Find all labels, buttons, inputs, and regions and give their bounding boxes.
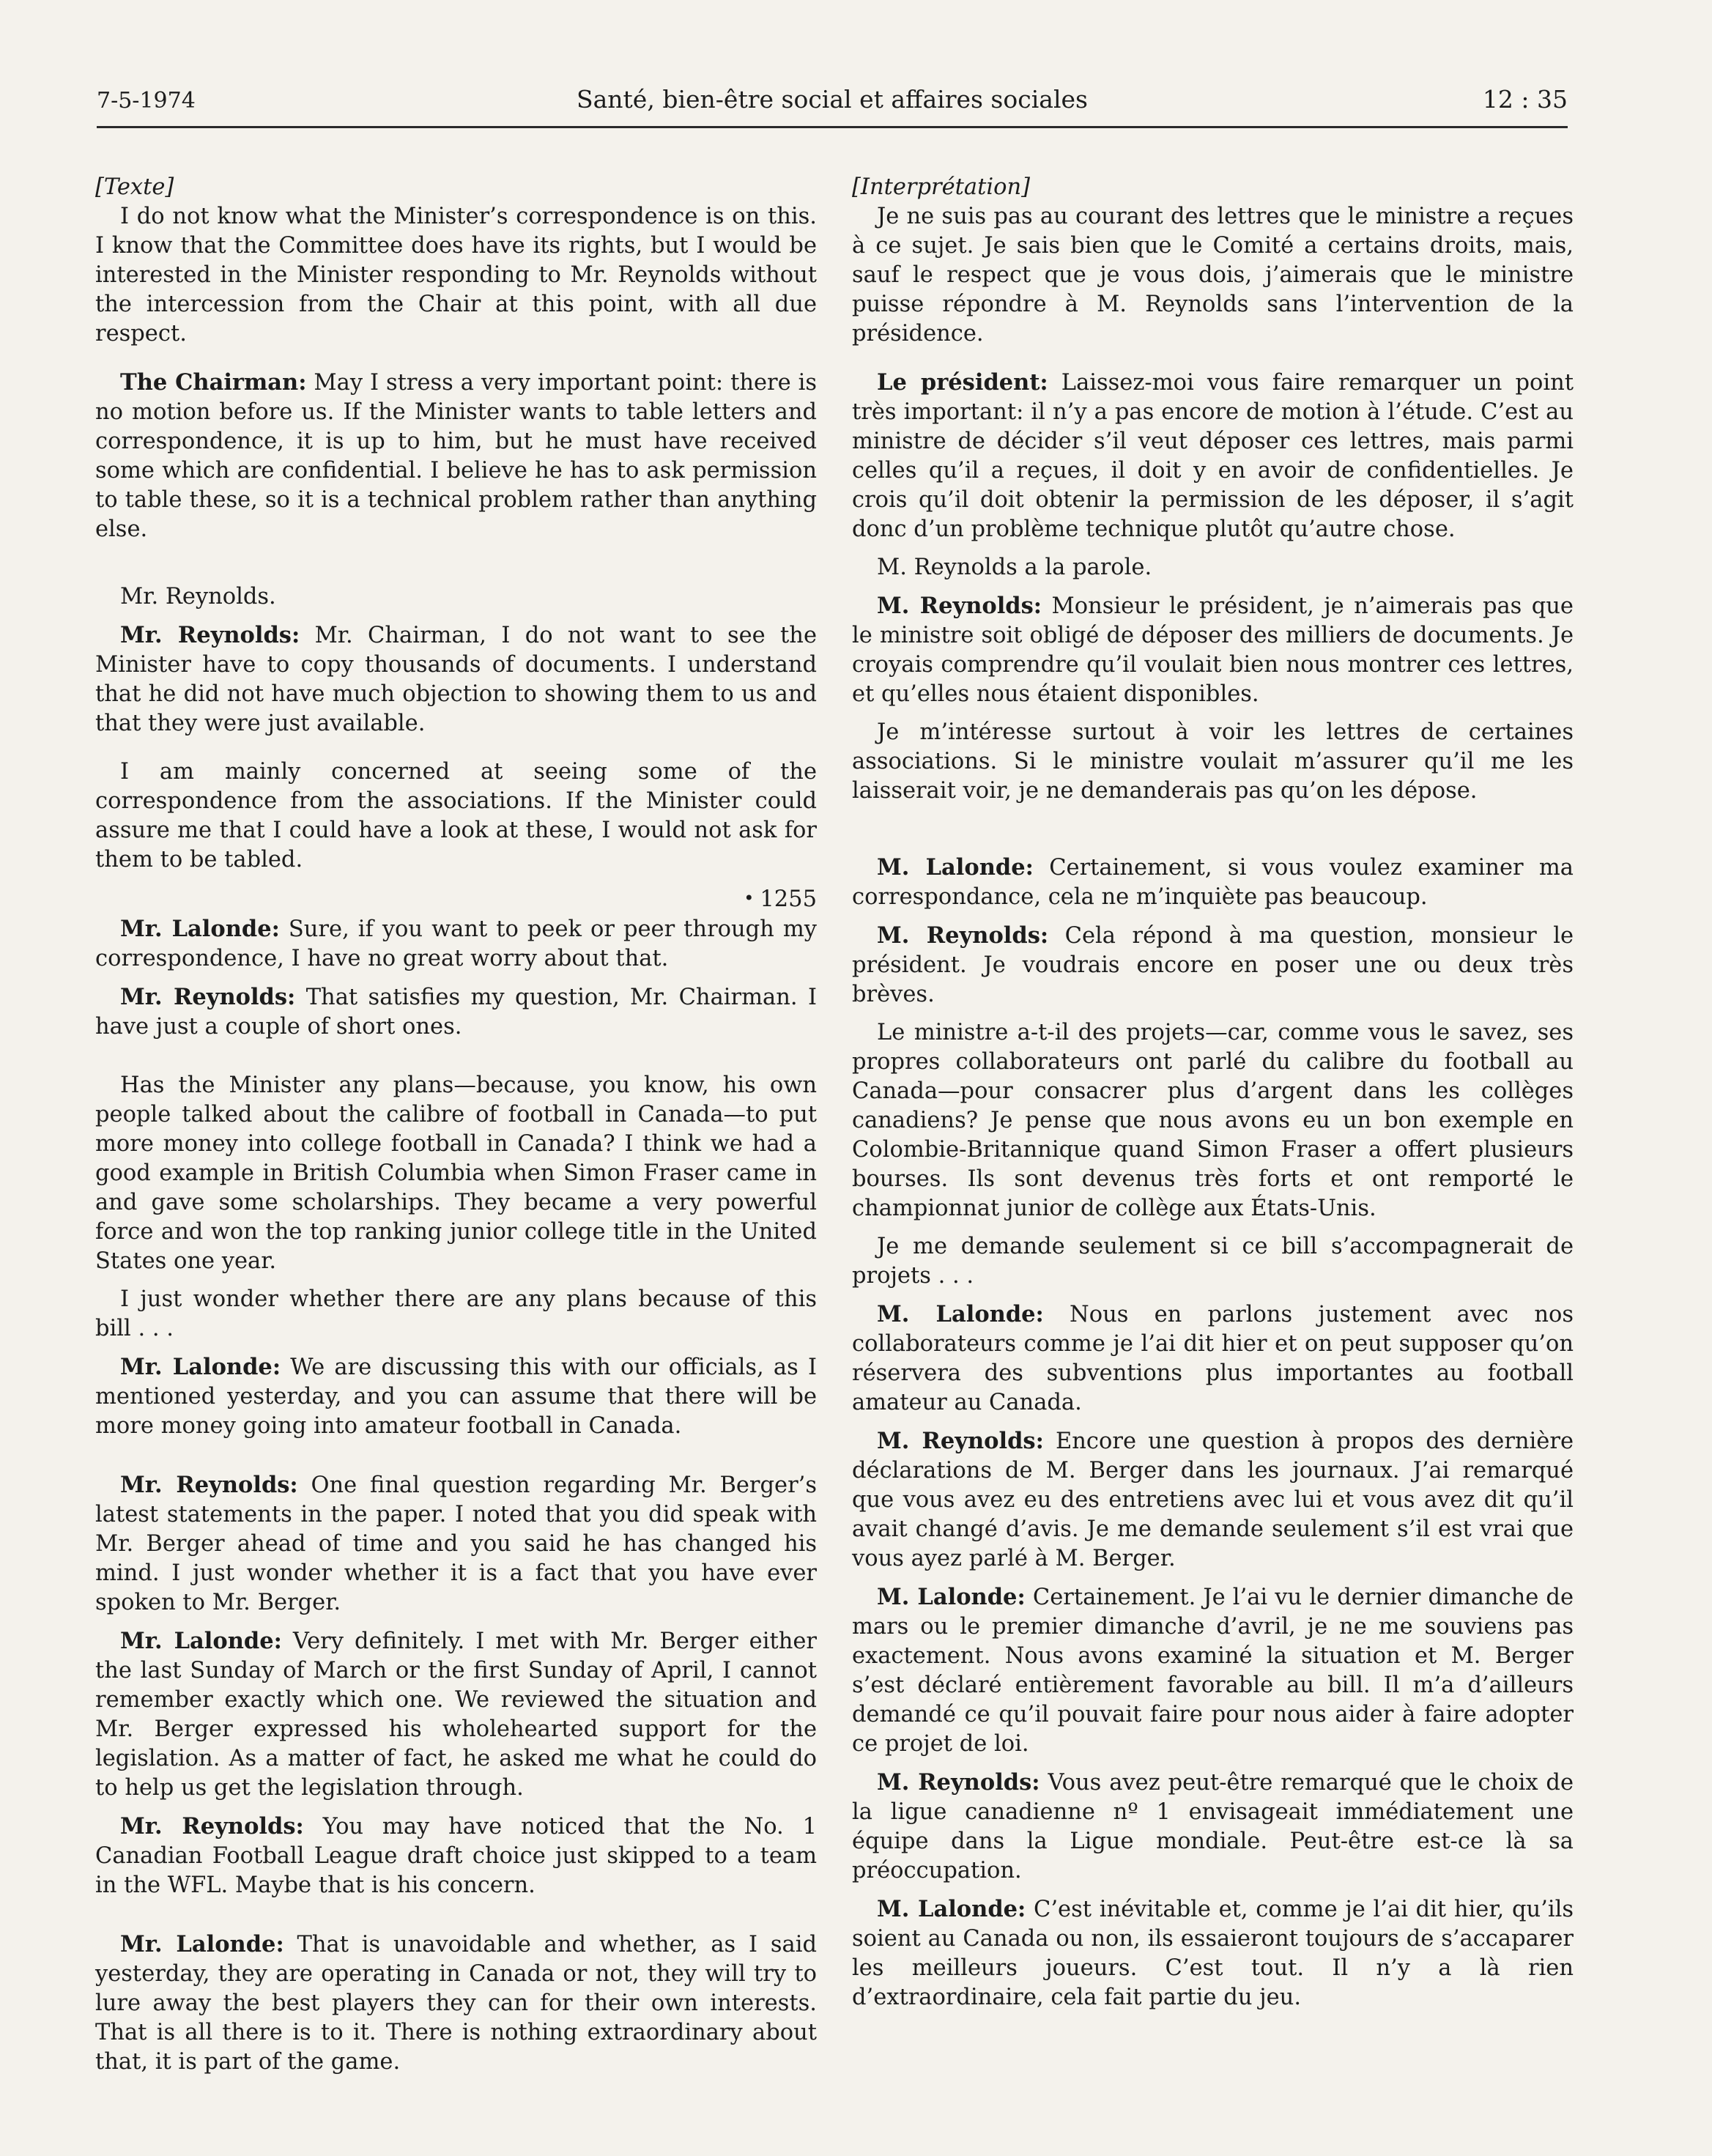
speaker-name: Mr. Lalonde:: [120, 1931, 284, 1957]
speech-lalonde: [852, 1894, 1574, 2012]
speaker-name: M. Reynolds:: [877, 1769, 1040, 1796]
paragraph: Je me demande seulement si ce bill s’accompagnerait de projets . . .: [852, 1234, 1574, 1289]
paragraph: I do not know what the Minister’s correspondence is on this. I know that the Committee does have its rights, but I would be interested in the Minister responding to Mr. Reynolds without the intercession from the Chair at this point, with all due respect.: [95, 204, 817, 347]
header-date: 7-5-1974: [97, 88, 196, 114]
speaker-name: M. Lalonde:: [877, 1896, 1026, 1922]
speech-lalonde: [852, 1582, 1574, 1759]
time-marker: • 1255: [744, 886, 817, 912]
speech-text: We are discussing this with our officials, as I mentioned yesterday, and you can assume that there will be more money going into amateur football in Canada.: [95, 1355, 818, 1439]
speaker-name: Mr. Lalonde:: [120, 1628, 282, 1654]
speech-text: Certainement, si vous voulez examiner ma correspondance, cela ne m’inquiète pas beaucoup.: [852, 855, 1574, 910]
speaker-name: Mr. Lalonde:: [120, 1354, 281, 1380]
paragraph: Mr. Reynolds.: [120, 584, 276, 610]
speech-lalonde: [95, 1930, 817, 2077]
speaker-name: M. Lalonde:: [877, 1584, 1026, 1610]
speech-text: Certainement. Je l’ai vu le dernier dimanche de mars ou le premier dimanche d’avril, je ne me souviens pas exactement. Nous avons examiné la situation et M. Berger s’est déclaré entièrement favorable au bill. Il m’a d’ailleurs demandé ce qu’il pouvait faire pour nous aider à faire adopter ce projet de loi.: [852, 1585, 1574, 1757]
speaker-name: M. Lalonde:: [877, 854, 1034, 881]
speaker-name: Mr. Reynolds:: [120, 1813, 304, 1840]
paragraph: I am mainly concerned at seeing some of the correspondence from the associations. If the Minister could assure me that I could have a look at these, I would not ask for them to be tabled.: [95, 759, 817, 873]
paragraph: M. Reynolds a la parole.: [877, 555, 1152, 580]
speech-reynolds: [95, 982, 817, 1042]
speech-text: Very definitely. I met with Mr. Berger either the last Sunday of March or the first Sunday of April, I cannot remember exactly which one. We reviewed the situation and Mr. Berger expressed his wholehearted support for the legislation. As a matter of fact, he asked me what he could do to help us get the legislation through.: [95, 1629, 817, 1801]
speaker-name: Le président:: [877, 369, 1048, 396]
column-label: [Texte]: [95, 174, 174, 200]
speech-text: That is unavoidable and whether, as I said yesterday, they are operating in Canada or not, they will try to lure away the best players they can for their own interests. That is all there is to it. There is nothing extraordinary about that, it is part of the game.: [95, 1932, 817, 2075]
paragraph: Le ministre a-t-il des projets—car, comme vous le savez, ses propres collaborateurs ont parlé du calibre du football au Canada—pour consacrer plus d’argent dans les collèges canadiens? Je pense que nous avons eu un bon exemple en Colombie-Britannique quand Simon Fraser a offert plusieurs bourses. Ils sont devenus très forts et ont remporté le championnat junior de collège aux États-Unis.: [852, 1020, 1574, 1221]
header-page-number: 12 : 35: [1482, 85, 1568, 114]
speech-text: You may have noticed that the No. 1 Canadian Football League draft choice just skipped to a team in the WFL. Maybe that is his concern.: [95, 1814, 817, 1898]
speech-text: C’est inévitable et, comme je l’ai dit hier, qu’ils soient au Canada ou non, ils essaieront toujours de s’accaparer les meilleurs joueurs. C’est tout. Il n’y a là rien d’extraordinaire, cela fait partie du jeu.: [852, 1897, 1574, 2010]
bullet-icon: •: [744, 888, 755, 908]
paragraph: Je ne suis pas au courant des lettres que le ministre a reçues à ce sujet. Je sais bien que le Comité a certains droits, mais, sauf le respect que je vous dois, j’aimerais que le ministre puisse répondre à M. Reynolds sans l’intervention de la présidence.: [852, 204, 1574, 347]
english-column: [95, 173, 817, 2086]
speech-text: Mr. Chairman, I do not want to see the Minister have to copy thousands of documents. I understand that he did not have much objection to showing them to us and that they were just available.: [95, 623, 818, 736]
speech-lalonde: [852, 853, 1574, 912]
speech-text: One final question regarding Mr. Berger’s latest statements in the paper. I noted that you did speak with Mr. Berger ahead of time and you said he has changed his mind. I just wonder whether it is a fact that you have ever spoken to Mr. Berger.: [95, 1472, 817, 1615]
speech-text: May I stress a very important point: there is no motion before us. If the Minister wants to table letters and correspondence, it is up to him, but he must have received some which are confidential. I believe he has to ask permission to table these, so it is a technical problem rather than anything else.: [95, 370, 818, 542]
header-title: Santé, bien-être social et affaires sociales: [577, 85, 1088, 114]
speech-reynolds: [852, 921, 1574, 1010]
speaker-name: Mr. Reynolds:: [120, 984, 296, 1010]
speech-chairman: [95, 368, 817, 544]
speaker-name: M. Reynolds:: [877, 1428, 1044, 1454]
speech-lalonde: [95, 1352, 817, 1441]
speaker-name: M. Reynolds:: [877, 593, 1042, 619]
speech-text: Cela répond à ma question, monsieur le président. Je voudrais encore en poser une ou deux très brèves.: [852, 923, 1574, 1007]
speech-reynolds: [852, 1768, 1574, 1886]
speech-text: Monsieur le président, je n’aimerais pas que le ministre soit obligé de déposer des milliers de documents. Je croyais comprendre qu’il voulait bien nous montrer ces lettres, et qu’elles nous étaient disponibles.: [852, 593, 1574, 707]
speaker-name: The Chairman:: [120, 369, 307, 396]
speech-president: [852, 368, 1574, 544]
speech-text: Laissez-moi vous faire remarquer un point très important: il n’y a pas encore de motion à l’étude. C’est au ministre de décider s’il veut déposer ces lettres, mais parmi celles qu’il a reçues, il doit y en avoir de confidentielles. Je crois qu’il doit obtenir la permission de les déposer, il s’agit donc d’un problème technique plutôt qu’autre chose.: [852, 370, 1574, 542]
paragraph: Je m’intéresse surtout à voir les lettres de certaines associations. Si le ministre voulait m’assurer qu’il me les laisserait voir, je ne demanderais pas qu’on les dépose.: [852, 719, 1574, 804]
speech-lalonde: [95, 1626, 817, 1803]
speech-lalonde: [852, 1300, 1574, 1418]
speaker-name: Mr. Reynolds:: [120, 1472, 298, 1498]
column-label: [Interprétation]: [852, 174, 1030, 200]
speaker-name: Mr. Reynolds:: [120, 622, 300, 648]
speech-text: That satisfies my question, Mr. Chairman. I have just a couple of short ones.: [95, 985, 817, 1040]
speech-reynolds: [852, 591, 1574, 709]
speaker-name: Mr. Lalonde:: [120, 916, 280, 942]
speech-text: Encore une question à propos des dernière déclarations de M. Berger dans les journaux. J’ai remarqué que vous avez eu des entretiens avec lui et vous avez dit qu’il avait changé d’avis. Je me demande seulement s’il est vrai que vous ayez parlé à M. Berger.: [852, 1429, 1574, 1571]
paragraph: Has the Minister any plans—because, you know, his own people talked about the calibre of football in Canada—to put more money into college football in Canada? I think we had a good example in British Columbia when Simon Fraser came in and gave some scholarships. They became a very powerful force and won the top ranking junior college title in the United States one year.: [95, 1073, 817, 1274]
speech-reynolds: [852, 1426, 1574, 1574]
speech-text: Sure, if you want to peek or peer through my correspondence, I have no great worry about that.: [95, 916, 817, 971]
french-column: [852, 173, 1574, 2021]
page-header: [97, 82, 1568, 128]
speech-text: Vous avez peut-être remarqué que le choix de la ligue canadienne nº 1 envisageait immédiatement une équipe dans la Ligue mondiale. Peut-être est-ce là sa préoccupation.: [852, 1770, 1574, 1883]
paragraph: I just wonder whether there are any plans because of this bill . . .: [95, 1286, 817, 1341]
speaker-name: M. Lalonde:: [877, 1301, 1044, 1327]
speech-lalonde: [95, 914, 817, 974]
speech-reynolds: [95, 1812, 817, 1900]
speech-text: Nous en parlons justement avec nos collaborateurs comme je l’ai dit hier et on peut supposer qu’on réservera des subventions plus importantes au football amateur au Canada.: [852, 1302, 1574, 1415]
speech-reynolds: [95, 621, 817, 738]
speech-reynolds: [95, 1470, 817, 1618]
speaker-name: M. Reynolds:: [877, 922, 1049, 949]
